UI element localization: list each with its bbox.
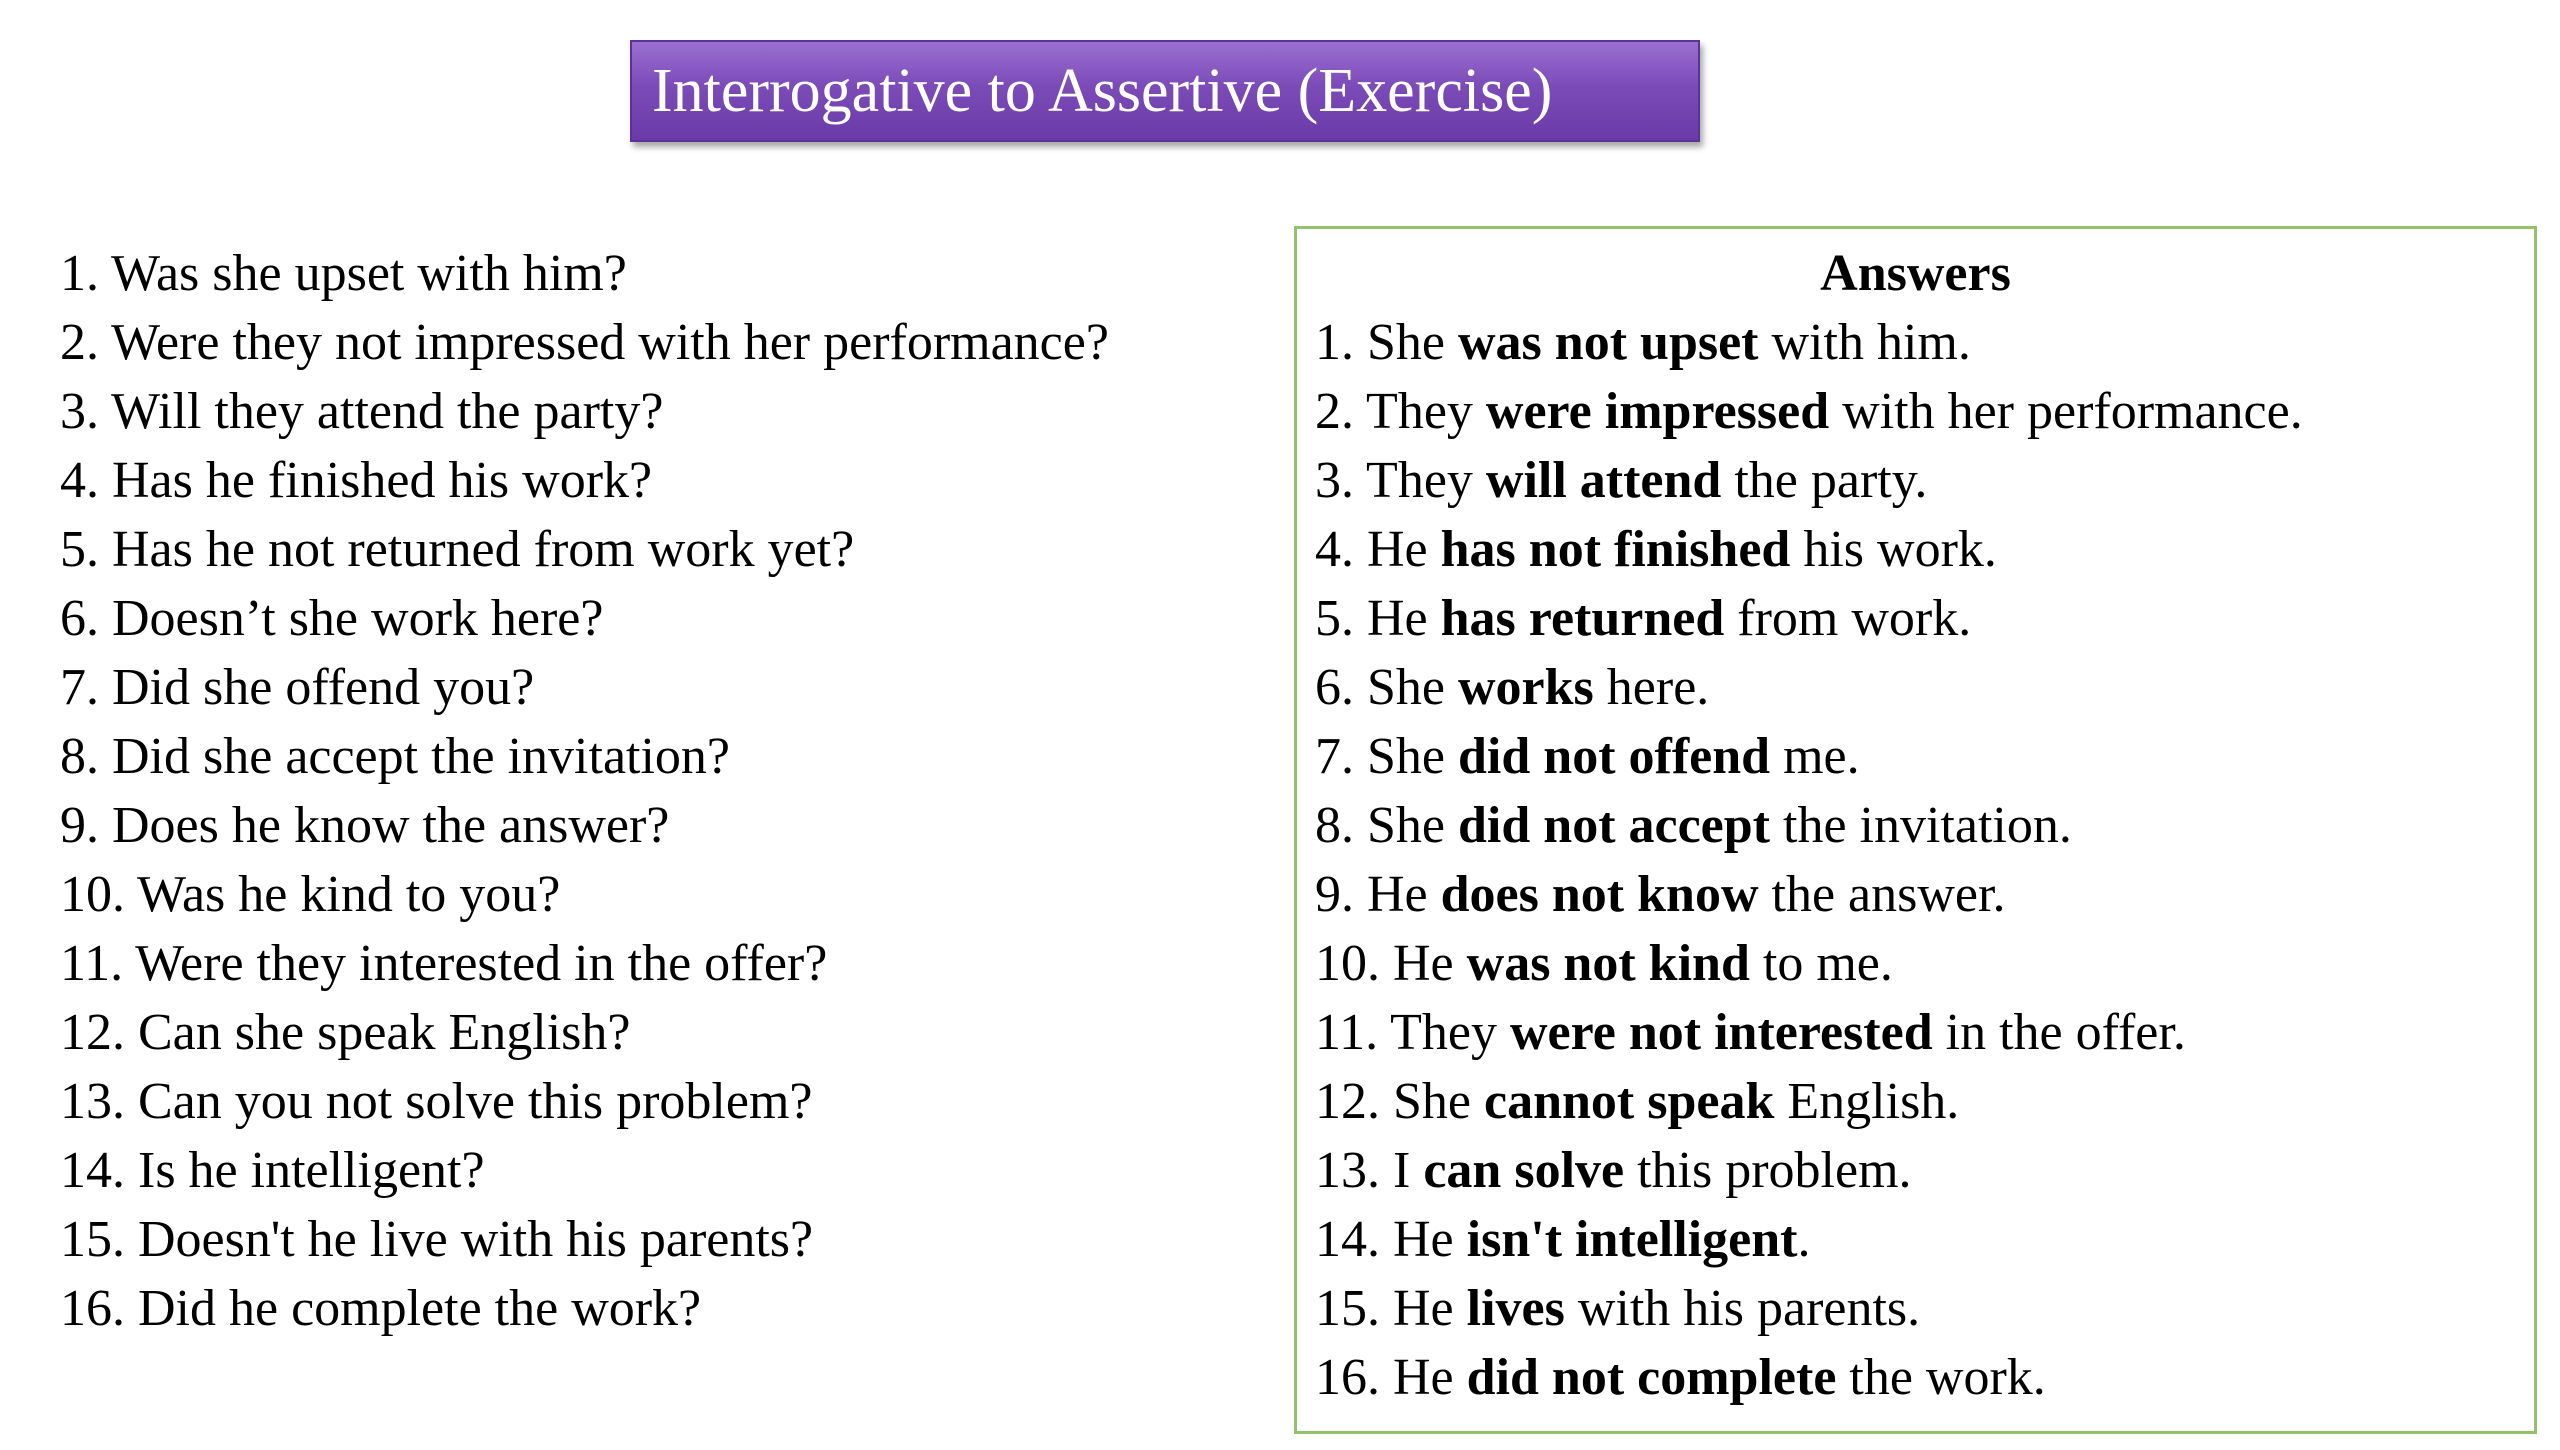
answer-list [1315, 308, 2303, 1412]
question-item: 4. Has he finished his work? [60, 452, 653, 509]
answer-item [1315, 1343, 2303, 1412]
answer-verb: will attend [1485, 452, 1722, 509]
answer-item [1315, 377, 2303, 446]
answer-text: 15. He [1315, 1280, 1467, 1337]
question-item: 6. Doesn’t she work here? [60, 590, 604, 647]
answer-text: 4. He [1315, 521, 1441, 578]
answer-verb: can solve [1423, 1142, 1625, 1199]
answer-text: 14. He [1315, 1211, 1467, 1268]
question-item: 15. Doesn't he live with his parents? [60, 1211, 814, 1268]
question-item: 1. Was she upset with him? [60, 245, 627, 302]
answer-text: 5. He [1315, 590, 1441, 647]
answer-text: me. [1770, 728, 1860, 785]
answer-text: 13. I [1315, 1142, 1424, 1199]
answer-text: the work. [1836, 1349, 2046, 1406]
question-item: 14. Is he intelligent? [60, 1142, 485, 1199]
answer-item [1315, 998, 2303, 1067]
answer-text: 9. He [1315, 866, 1441, 923]
answer-text: the answer. [1758, 866, 2006, 923]
answer-item [1315, 584, 2303, 653]
question-item: 9. Does he know the answer? [60, 797, 670, 854]
answer-text: 1. She [1315, 314, 1458, 371]
answer-text: to me. [1749, 935, 1893, 992]
question-item: 7. Did she offend you? [60, 659, 535, 716]
answer-text: 16. He [1315, 1349, 1467, 1406]
answer-text: 12. She [1315, 1073, 1484, 1130]
answer-text: English. [1774, 1073, 1960, 1130]
question-item: 13. Can you not solve this problem? [60, 1073, 813, 1130]
answer-verb: has not finished [1440, 521, 1791, 578]
answer-verb: isn't intelligent [1466, 1211, 1798, 1268]
answer-item [1315, 1136, 2303, 1205]
question-item: 3. Will they attend the party? [60, 383, 664, 440]
answer-verb: was not kind [1466, 935, 1750, 992]
question-item: 11. Were they interested in the offer? [60, 935, 828, 992]
answer-text: the party. [1721, 452, 1928, 509]
answer-item [1315, 1067, 2303, 1136]
answer-item [1315, 653, 2303, 722]
question-item: 10. Was he kind to you? [60, 866, 561, 923]
answer-text: 10. He [1315, 935, 1467, 992]
answer-text: his work. [1790, 521, 1997, 578]
question-item: 2. Were they not impressed with her performance? [60, 314, 1109, 371]
answer-text: this problem. [1624, 1142, 1912, 1199]
answer-item [1315, 308, 2303, 377]
answer-verb: has returned [1440, 590, 1725, 647]
answer-text: the invitation. [1770, 797, 2072, 854]
answer-verb: lives [1466, 1280, 1565, 1337]
answer-verb: did not accept [1458, 797, 1770, 854]
answer-item [1315, 860, 2303, 929]
answer-text: 2. They [1315, 383, 1486, 440]
page-title: Interrogative to Assertive (Exercise) [652, 57, 1553, 125]
answer-verb: did not complete [1466, 1349, 1837, 1406]
answer-verb: does not know [1440, 866, 1759, 923]
answer-text: from work. [1724, 590, 1972, 647]
question-item: 8. Did she accept the invitation? [60, 728, 731, 785]
answer-verb: were impressed [1485, 383, 1830, 440]
answer-item [1315, 1274, 2303, 1343]
answer-text: 6. She [1315, 659, 1458, 716]
answer-verb: works [1458, 659, 1594, 716]
answer-text: 11. They [1315, 1004, 1510, 1061]
answer-text: with his parents. [1564, 1280, 1921, 1337]
answer-text: with him. [1758, 314, 1971, 371]
answer-item [1315, 722, 2303, 791]
answer-item [1315, 791, 2303, 860]
answer-text: 7. She [1315, 728, 1458, 785]
answer-text: in the offer. [1932, 1004, 2186, 1061]
answer-item [1315, 1205, 2303, 1274]
answer-item [1315, 515, 2303, 584]
question-item: 16. Did he complete the work? [60, 1280, 702, 1337]
question-item: 5. Has he not returned from work yet? [60, 521, 855, 578]
question-item: 12. Can she speak English? [60, 1004, 631, 1061]
answers-box [1294, 226, 2537, 1434]
answer-text: here. [1593, 659, 1710, 716]
answer-item [1315, 446, 2303, 515]
answer-verb: cannot speak [1484, 1073, 1775, 1130]
answer-verb: was not upset [1458, 314, 1759, 371]
answer-verb: did not offend [1458, 728, 1771, 785]
answer-text: with her performance. [1829, 383, 2303, 440]
answer-verb: were not interested [1509, 1004, 1933, 1061]
answer-text: 8. She [1315, 797, 1458, 854]
answers-heading: Answers [1820, 245, 2011, 302]
question-list [60, 239, 1109, 1343]
title-banner [630, 40, 1700, 142]
answer-text: . [1797, 1211, 1811, 1268]
answer-text: 3. They [1315, 452, 1486, 509]
answer-item [1315, 929, 2303, 998]
